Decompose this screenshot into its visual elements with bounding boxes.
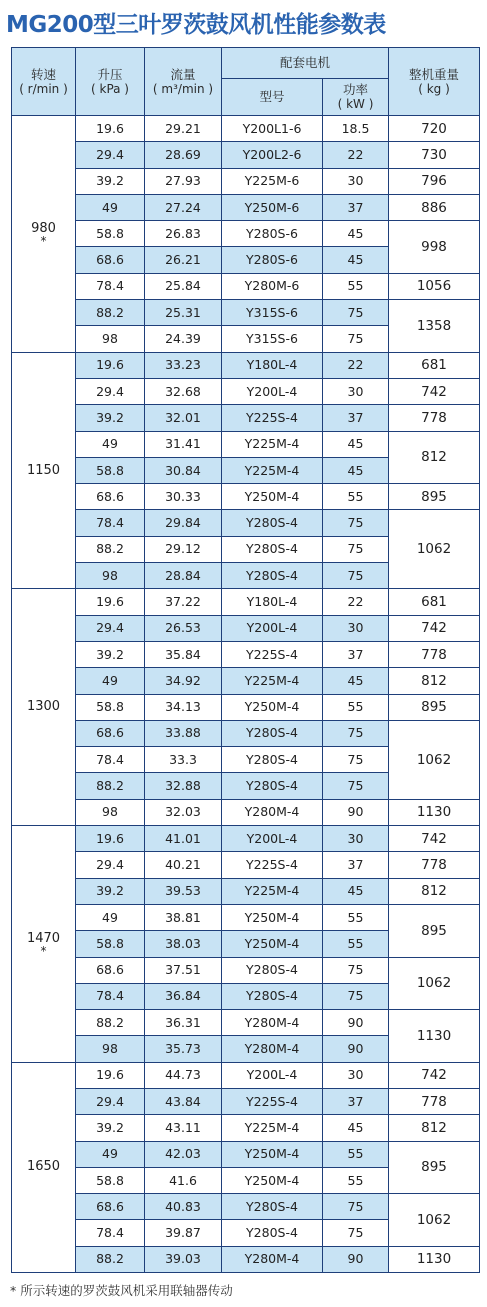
pressure-cell: 39.2 [76,168,145,194]
pressure-cell: 58.8 [76,221,145,247]
motor-model-cell: Y250M-6 [222,194,323,220]
power-cell: 37 [323,641,389,667]
power-cell: 90 [323,1246,389,1272]
power-cell: 37 [323,1088,389,1114]
weight-cell: 720 [389,116,480,142]
power-unit: ( kW ) [337,97,374,111]
weight-cell: 778 [389,852,480,878]
power-cell: 55 [323,1167,389,1193]
weight-cell: 812 [389,431,480,484]
flow-cell: 33.23 [145,352,222,378]
flow-cell: 33.3 [145,747,222,773]
motor-model-cell: Y280S-4 [222,983,323,1009]
pressure-cell: 98 [76,799,145,825]
power-cell: 30 [323,378,389,404]
table-row [12,1062,480,1088]
motor-model-cell: Y280S-4 [222,1220,323,1246]
table-row [12,168,480,194]
power-cell: 45 [323,878,389,904]
pressure-cell: 98 [76,563,145,589]
table-row [12,352,480,378]
power-cell: 45 [323,221,389,247]
power-cell: 45 [323,668,389,694]
table-body [12,116,480,1273]
power-cell: 45 [323,247,389,273]
speed-value: 1650 [26,1159,61,1175]
pressure-cell: 19.6 [76,352,145,378]
pressure-cell: 29.4 [76,852,145,878]
flow-cell: 36.31 [145,1010,222,1036]
weight-cell: 812 [389,1115,480,1141]
power-cell: 90 [323,799,389,825]
table-row [12,142,480,168]
flow-cell: 29.21 [145,116,222,142]
power-cell: 22 [323,142,389,168]
flow-cell: 39.53 [145,878,222,904]
pressure-cell: 49 [76,194,145,220]
power-cell: 75 [323,983,389,1009]
motor-model-cell: Y200L-4 [222,1062,323,1088]
pressure-cell: 78.4 [76,747,145,773]
footnote: * 所示转速的罗茨鼓风机采用联轴器传动 [10,1283,233,1298]
motor-model-cell: Y225S-4 [222,405,323,431]
motor-model-cell: Y225M-6 [222,168,323,194]
flow-label: 流量 [170,66,196,82]
flow-cell: 39.87 [145,1220,222,1246]
power-cell: 75 [323,563,389,589]
col-header-weight [389,48,480,116]
pressure-cell: 88.2 [76,773,145,799]
flow-cell: 32.68 [145,378,222,404]
power-cell: 30 [323,1062,389,1088]
flow-cell: 29.12 [145,536,222,562]
speed-value: 1470 [26,930,61,946]
power-cell: 55 [323,904,389,930]
pressure-cell: 58.8 [76,931,145,957]
table-header [12,48,480,116]
flow-cell: 35.84 [145,641,222,667]
weight-cell: 1130 [389,1010,480,1063]
table-row [12,1115,480,1141]
motor-model-cell: Y225M-4 [222,457,323,483]
speed-cell [12,1062,76,1272]
flow-cell: 41.01 [145,826,222,852]
pressure-cell: 29.4 [76,615,145,641]
weight-cell: 812 [389,878,480,904]
speed-star-mark: * [40,233,47,248]
power-cell: 55 [323,931,389,957]
pressure-cell: 98 [76,326,145,352]
pressure-cell: 58.8 [76,694,145,720]
table-row [12,589,480,615]
motor-model-cell: Y280S-4 [222,510,323,536]
flow-cell: 37.51 [145,957,222,983]
flow-cell: 29.84 [145,510,222,536]
speed-unit: ( r/min ) [19,81,68,96]
motor-model-cell: Y280S-6 [222,221,323,247]
table-row [12,826,480,852]
power-cell: 37 [323,405,389,431]
power-cell: 55 [323,273,389,299]
power-cell: 45 [323,431,389,457]
pressure-cell: 98 [76,1036,145,1062]
power-cell: 90 [323,1036,389,1062]
table-row [12,799,480,825]
weight-cell: 778 [389,1088,480,1114]
power-cell: 75 [323,510,389,536]
pressure-cell: 88.2 [76,536,145,562]
power-label: 功率 [343,82,369,97]
table-row [12,1088,480,1114]
flow-cell: 40.21 [145,852,222,878]
power-cell: 18.5 [323,116,389,142]
weight-cell: 1062 [389,957,480,1010]
pressure-cell: 88.2 [76,1010,145,1036]
motor-model-cell: Y280S-6 [222,247,323,273]
table-row [12,668,480,694]
flow-cell: 43.11 [145,1115,222,1141]
motor-model-cell: Y200L1-6 [222,116,323,142]
pressure-cell: 58.8 [76,1167,145,1193]
table-row [12,904,480,930]
weight-cell: 742 [389,378,480,404]
motor-model-cell: Y250M-4 [222,904,323,930]
power-cell: 22 [323,589,389,615]
power-cell: 45 [323,1115,389,1141]
weight-cell: 742 [389,615,480,641]
motor-model-cell: Y200L2-6 [222,142,323,168]
pressure-cell: 39.2 [76,405,145,431]
power-cell: 75 [323,720,389,746]
flow-cell: 28.69 [145,142,222,168]
motor-model-cell: Y200L-4 [222,615,323,641]
power-cell: 30 [323,168,389,194]
flow-cell: 43.84 [145,1088,222,1114]
weight-cell: 1062 [389,510,480,589]
table-row [12,694,480,720]
motor-model-cell: Y280S-4 [222,563,323,589]
power-cell: 75 [323,773,389,799]
table-row [12,720,480,746]
weight-cell: 730 [389,142,480,168]
col-header-motor [222,48,389,79]
pressure-cell: 19.6 [76,589,145,615]
table-row [12,116,480,142]
power-cell: 37 [323,852,389,878]
flow-cell: 26.53 [145,615,222,641]
speed-cell [12,116,76,353]
motor-model-cell: Y180L-4 [222,352,323,378]
pressure-cell: 88.2 [76,1246,145,1272]
pressure-cell: 78.4 [76,983,145,1009]
power-cell: 55 [323,484,389,510]
motor-model-cell: Y280M-4 [222,1010,323,1036]
speed-star-mark: * [40,943,47,958]
power-cell: 55 [323,1141,389,1167]
pressure-cell: 78.4 [76,1220,145,1246]
pressure-cell: 68.6 [76,957,145,983]
power-cell: 75 [323,300,389,326]
flow-cell: 27.93 [145,168,222,194]
power-cell: 75 [323,1220,389,1246]
flow-cell: 39.03 [145,1246,222,1272]
speed-value: 980 [31,220,56,236]
flow-cell: 30.33 [145,484,222,510]
motor-model-cell: Y280S-4 [222,536,323,562]
pressure-cell: 39.2 [76,1115,145,1141]
flow-cell: 25.31 [145,300,222,326]
flow-cell: 32.01 [145,405,222,431]
motor-model-cell: Y250M-4 [222,1141,323,1167]
pressure-cell: 49 [76,431,145,457]
flow-cell: 27.24 [145,194,222,220]
pressure-cell: 49 [76,904,145,930]
pressure-unit: ( kPa ) [91,81,129,96]
motor-model-cell: Y280S-4 [222,957,323,983]
motor-model-cell: Y200L-4 [222,826,323,852]
motor-model-cell: Y225S-4 [222,1088,323,1114]
pressure-cell: 39.2 [76,878,145,904]
weight-cell: 681 [389,589,480,615]
weight-cell: 886 [389,194,480,220]
weight-label: 整机重量 [409,66,460,82]
table-row [12,1010,480,1036]
flow-cell: 36.84 [145,983,222,1009]
table-row [12,273,480,299]
speed-cell [12,826,76,1063]
col-header-pressure [76,48,145,116]
table-row [12,221,480,247]
flow-cell: 34.92 [145,668,222,694]
flow-cell: 32.88 [145,773,222,799]
power-cell: 22 [323,352,389,378]
power-cell: 55 [323,694,389,720]
table-row [12,378,480,404]
motor-model-cell: Y280M-6 [222,273,323,299]
weight-cell: 895 [389,484,480,510]
table-row [12,878,480,904]
table-row [12,1194,480,1220]
motor-model-cell: Y280S-4 [222,720,323,746]
motor-model-cell: Y280S-4 [222,747,323,773]
weight-cell: 1062 [389,720,480,799]
speed-value: 1300 [26,699,61,715]
power-cell: 75 [323,747,389,773]
page-title: MG200型三叶罗茨鼓风机性能参数表 [6,12,386,38]
table-row [12,641,480,667]
pressure-cell: 39.2 [76,641,145,667]
motor-label: 配套电机 [280,55,331,70]
motor-model-cell: Y200L-4 [222,378,323,404]
pressure-cell: 68.6 [76,720,145,746]
power-cell: 75 [323,326,389,352]
table-row [12,1246,480,1272]
weight-cell: 1130 [389,1246,480,1272]
motor-model-cell: Y315S-6 [222,300,323,326]
col-header-flow [145,48,222,116]
motor-model-cell: Y225S-4 [222,641,323,667]
pressure-cell: 58.8 [76,457,145,483]
flow-cell: 31.41 [145,431,222,457]
motor-model-cell: Y250M-4 [222,484,323,510]
power-cell: 30 [323,826,389,852]
pressure-cell: 29.4 [76,142,145,168]
flow-cell: 33.88 [145,720,222,746]
weight-cell: 796 [389,168,480,194]
power-cell: 75 [323,1194,389,1220]
table-row [12,194,480,220]
flow-cell: 34.13 [145,694,222,720]
pressure-cell: 68.6 [76,1194,145,1220]
power-cell: 45 [323,457,389,483]
pressure-cell: 29.4 [76,1088,145,1114]
table-row [12,1141,480,1167]
motor-model-cell: Y225M-4 [222,878,323,904]
weight-cell: 778 [389,641,480,667]
flow-cell: 32.03 [145,799,222,825]
table-row [12,615,480,641]
power-cell: 75 [323,536,389,562]
table-row [12,510,480,536]
flow-cell: 37.22 [145,589,222,615]
motor-model-cell: Y280M-4 [222,1246,323,1272]
weight-cell: 1358 [389,300,480,353]
weight-unit: ( kg ) [418,81,450,96]
table-row [12,300,480,326]
weight-cell: 895 [389,904,480,957]
motor-model-cell: Y280S-4 [222,1194,323,1220]
pressure-cell: 19.6 [76,116,145,142]
flow-cell: 25.84 [145,273,222,299]
motor-model-cell: Y225S-4 [222,852,323,878]
flow-cell: 30.84 [145,457,222,483]
speed-label: 转速 [30,66,56,82]
motor-model-cell: Y280S-4 [222,773,323,799]
performance-table [11,47,480,1273]
pressure-cell: 78.4 [76,510,145,536]
flow-cell: 40.83 [145,1194,222,1220]
power-cell: 90 [323,1010,389,1036]
model-label: 型号 [259,89,285,104]
flow-cell: 38.81 [145,904,222,930]
flow-cell: 41.6 [145,1167,222,1193]
flow-cell: 35.73 [145,1036,222,1062]
pressure-cell: 68.6 [76,247,145,273]
table-row [12,852,480,878]
weight-cell: 998 [389,221,480,274]
table-row [12,957,480,983]
weight-cell: 812 [389,668,480,694]
motor-model-cell: Y250M-4 [222,931,323,957]
pressure-cell: 19.6 [76,1062,145,1088]
motor-model-cell: Y225M-4 [222,431,323,457]
pressure-cell: 68.6 [76,484,145,510]
flow-cell: 24.39 [145,326,222,352]
weight-cell: 895 [389,1141,480,1194]
motor-model-cell: Y280M-4 [222,1036,323,1062]
pressure-cell: 29.4 [76,378,145,404]
pressure-cell: 49 [76,668,145,694]
weight-cell: 778 [389,405,480,431]
motor-model-cell: Y180L-4 [222,589,323,615]
flow-cell: 44.73 [145,1062,222,1088]
col-header-power [323,79,389,116]
flow-cell: 26.83 [145,221,222,247]
flow-unit: ( m³/min ) [152,81,214,96]
pressure-cell: 19.6 [76,826,145,852]
col-header-model [222,79,323,116]
power-cell: 37 [323,194,389,220]
speed-cell [12,352,76,589]
pressure-cell: 49 [76,1141,145,1167]
weight-cell: 742 [389,1062,480,1088]
col-header-speed [12,48,76,116]
motor-model-cell: Y315S-6 [222,326,323,352]
weight-cell: 1056 [389,273,480,299]
weight-cell: 742 [389,826,480,852]
motor-model-cell: Y250M-4 [222,694,323,720]
flow-cell: 42.03 [145,1141,222,1167]
table-row [12,431,480,457]
motor-model-cell: Y250M-4 [222,1167,323,1193]
motor-model-cell: Y225M-4 [222,668,323,694]
table-row [12,484,480,510]
table-row [12,405,480,431]
speed-value: 1150 [26,462,61,478]
flow-cell: 38.03 [145,931,222,957]
pressure-label: 升压 [97,66,123,82]
power-cell: 30 [323,615,389,641]
weight-cell: 895 [389,694,480,720]
weight-cell: 1062 [389,1194,480,1247]
speed-cell [12,589,76,826]
weight-cell: 1130 [389,799,480,825]
motor-model-cell: Y225M-4 [222,1115,323,1141]
motor-model-cell: Y280M-4 [222,799,323,825]
pressure-cell: 88.2 [76,300,145,326]
power-cell: 75 [323,957,389,983]
flow-cell: 28.84 [145,563,222,589]
weight-cell: 681 [389,352,480,378]
pressure-cell: 78.4 [76,273,145,299]
flow-cell: 26.21 [145,247,222,273]
